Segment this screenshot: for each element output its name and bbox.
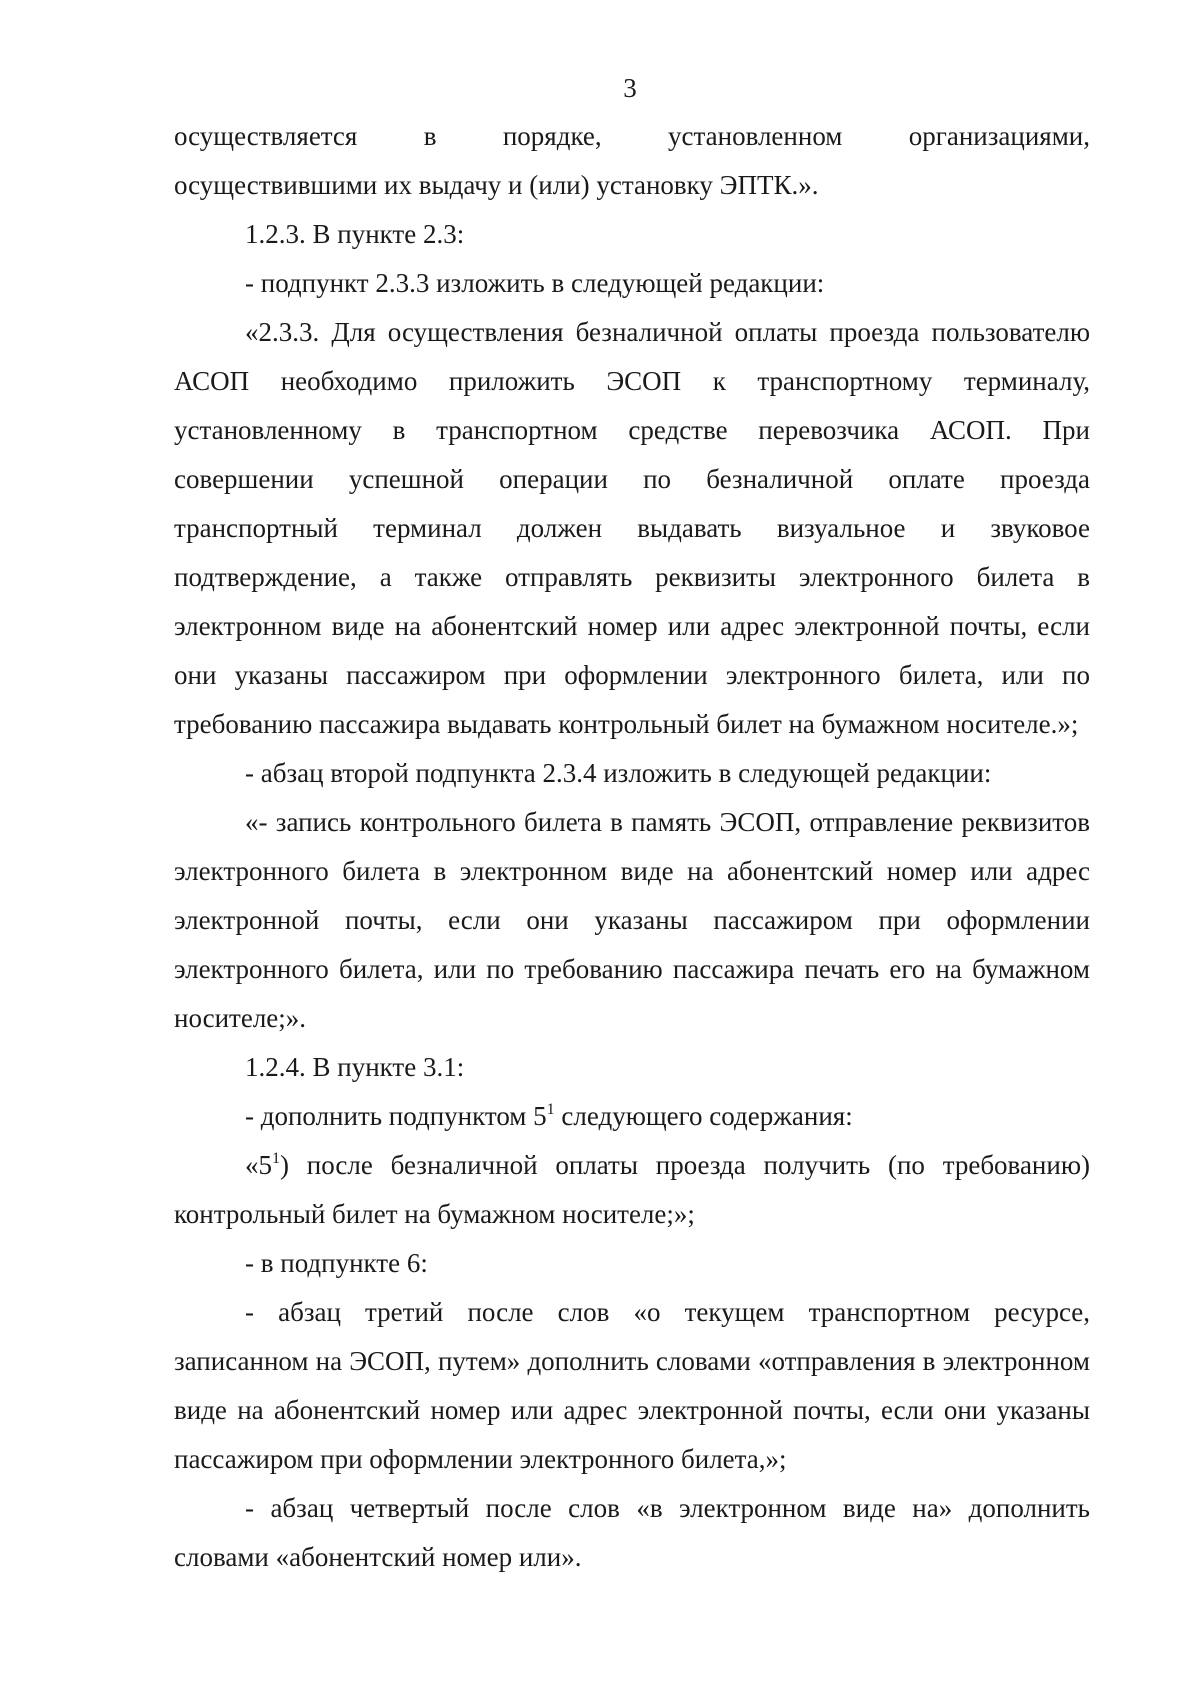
paragraph-fourth-abzac: - абзац четвертый после слов «в электронном виде на» дополнить словами «абонентский номер или». xyxy=(174,1493,1090,1572)
subpoint-5-1-text-after: ) после безналичной оплаты проезда получить (по требованию) контрольный билет на бумажном носителе;»; xyxy=(174,1150,1090,1229)
section-heading-1-2-3: 1.2.3. В пункте 2.3: xyxy=(245,219,465,249)
paragraph-third-abzac: - абзац третий после слов «о текущем транспортном ресурсе, записанном на ЭСОП, путем» дополнить словами «отправления в электронном виде на абонентский номер или адрес электронной почты, если они указаны пассажиром при оформлении электронного билета,»; xyxy=(174,1297,1090,1474)
paragraph-subpoint-6: - в подпункте 6: xyxy=(245,1248,428,1278)
superscript-one: 1 xyxy=(546,1101,555,1118)
paragraph-2-3-4-text: «- запись контрольного билета в память ЭСОП, отправление реквизитов электронного билета в электронном виде на абонентский номер или адрес электронной почты, если они указаны пассажиром при оформлении электронного билета, или по требованию пассажира печать его на бумажном носителе;». xyxy=(174,807,1090,1033)
paragraph-continuation-line-1: осуществляется в порядке, установленном организациями, xyxy=(174,121,1090,151)
subpoint-5-1-text-before: «5 xyxy=(245,1150,272,1180)
paragraph-continuation-line-2: осуществившими их выдачу и (или) установку ЭПТК.». xyxy=(174,170,819,200)
paragraph-2-3-3-text: «2.3.3. Для осуществления безналичной оплаты проезда пользователю АСОП необходимо приложить ЭСОП к транспортному терминалу, установленному в транспортном средстве перевозчика АСОП. При совершении успешной операции по безналичной оплате проезда транспортный терминал должен выдавать визуальное и звуковое подтверждение, а также отправлять реквизиты электронного билета в электронном виде на абонентский номер или адрес электронной почты, если они указаны пассажиром при оформлении электронного билета, или по требованию пассажира выдавать контрольный билет на бумажном носителе.»; xyxy=(174,317,1090,739)
paragraph-subpoint-5-1 xyxy=(174,1141,1090,1239)
add-subpoint-text-after: следующего содержания: xyxy=(554,1101,853,1131)
paragraph-2-3-4-instruction: - абзац второй подпункта 2.3.4 изложить в следующей редакции: xyxy=(245,758,992,788)
paragraph-subpoint-instruction: - подпункт 2.3.3 изложить в следующей редакции: xyxy=(245,268,825,298)
section-heading-1-2-4: 1.2.4. В пункте 3.1: xyxy=(245,1052,465,1082)
superscript-one: 1 xyxy=(272,1150,280,1167)
document-body xyxy=(174,112,1090,1582)
page-number: 3 xyxy=(623,73,637,103)
paragraph-add-subpoint xyxy=(174,1092,1090,1141)
add-subpoint-text-before: - дополнить подпунктом 5 xyxy=(245,1101,547,1131)
